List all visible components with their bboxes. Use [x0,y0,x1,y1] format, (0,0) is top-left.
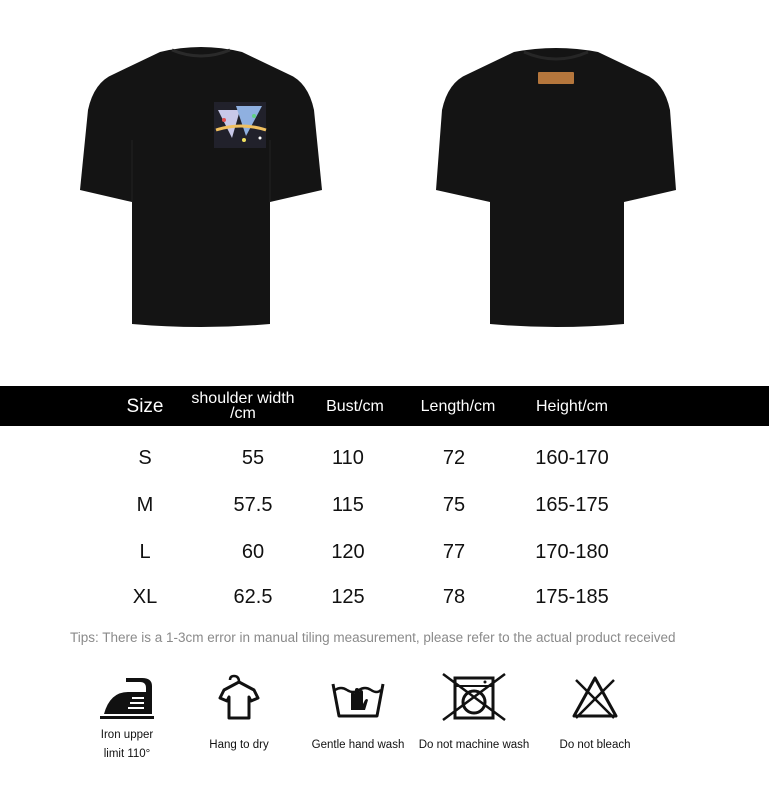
size-table-header [0,386,769,426]
table-row [0,537,769,567]
height-cell: 160-170 [535,446,609,469]
table-row [0,443,769,473]
size-cell: M [136,493,154,516]
table-row [0,490,769,520]
hanger-shirt-icon [214,672,264,722]
bust-cell: 115 [332,493,364,516]
care-label: Do not bleach [559,739,631,751]
shoulder-cell: 62.5 [233,585,273,608]
length-cell: 75 [442,493,466,516]
care-item-hang-dry [200,672,278,755]
bust-cell: 120 [331,540,365,563]
care-label: limit 110° [103,748,151,760]
shoulder-cell: 55 [241,446,265,469]
hand-wash-icon [329,672,387,722]
shoulder-cell: 60 [241,540,265,563]
logo-graphic [214,102,266,148]
no-machine-wash-icon [441,672,507,722]
care-label: Iron upper [100,729,154,741]
length-cell: 77 [442,540,466,563]
brand-label-patch [538,72,574,84]
table-row [0,582,769,612]
care-label: Hang to dry [209,739,269,751]
tshirt-back-image [432,40,680,332]
bust-cell: 110 [332,446,364,469]
header-height: Height/cm [535,397,609,415]
length-cell: 78 [442,585,466,608]
measurement-tips: Tips: There is a 1-3cm error in manual tiling measurement, please refer to the actual product received [70,630,676,645]
header-length: Length/cm [420,397,496,415]
height-cell: 165-175 [535,493,609,516]
height-cell: 175-185 [535,585,609,608]
size-cell: S [138,446,152,469]
bust-cell: 125 [331,585,365,608]
care-item-no-bleach [550,672,640,755]
no-bleach-icon [570,672,620,722]
shoulder-cell: 57.5 [233,493,273,516]
length-cell: 72 [442,446,466,469]
size-cell: XL [132,585,158,608]
care-label: Gentle hand wash [311,739,405,751]
header-size: Size [126,395,164,417]
tshirt-front-image [76,40,326,332]
care-item-iron [88,672,166,764]
care-label: Do not machine wash [418,739,530,751]
header-bust: Bust/cm [326,397,384,415]
iron-icon [96,672,158,720]
height-cell: 170-180 [535,540,609,563]
care-item-hand-wash [306,672,410,755]
care-item-no-machine-wash [414,672,534,755]
size-cell: L [139,540,151,563]
header-shoulder-width: shoulder width /cm [191,390,295,422]
